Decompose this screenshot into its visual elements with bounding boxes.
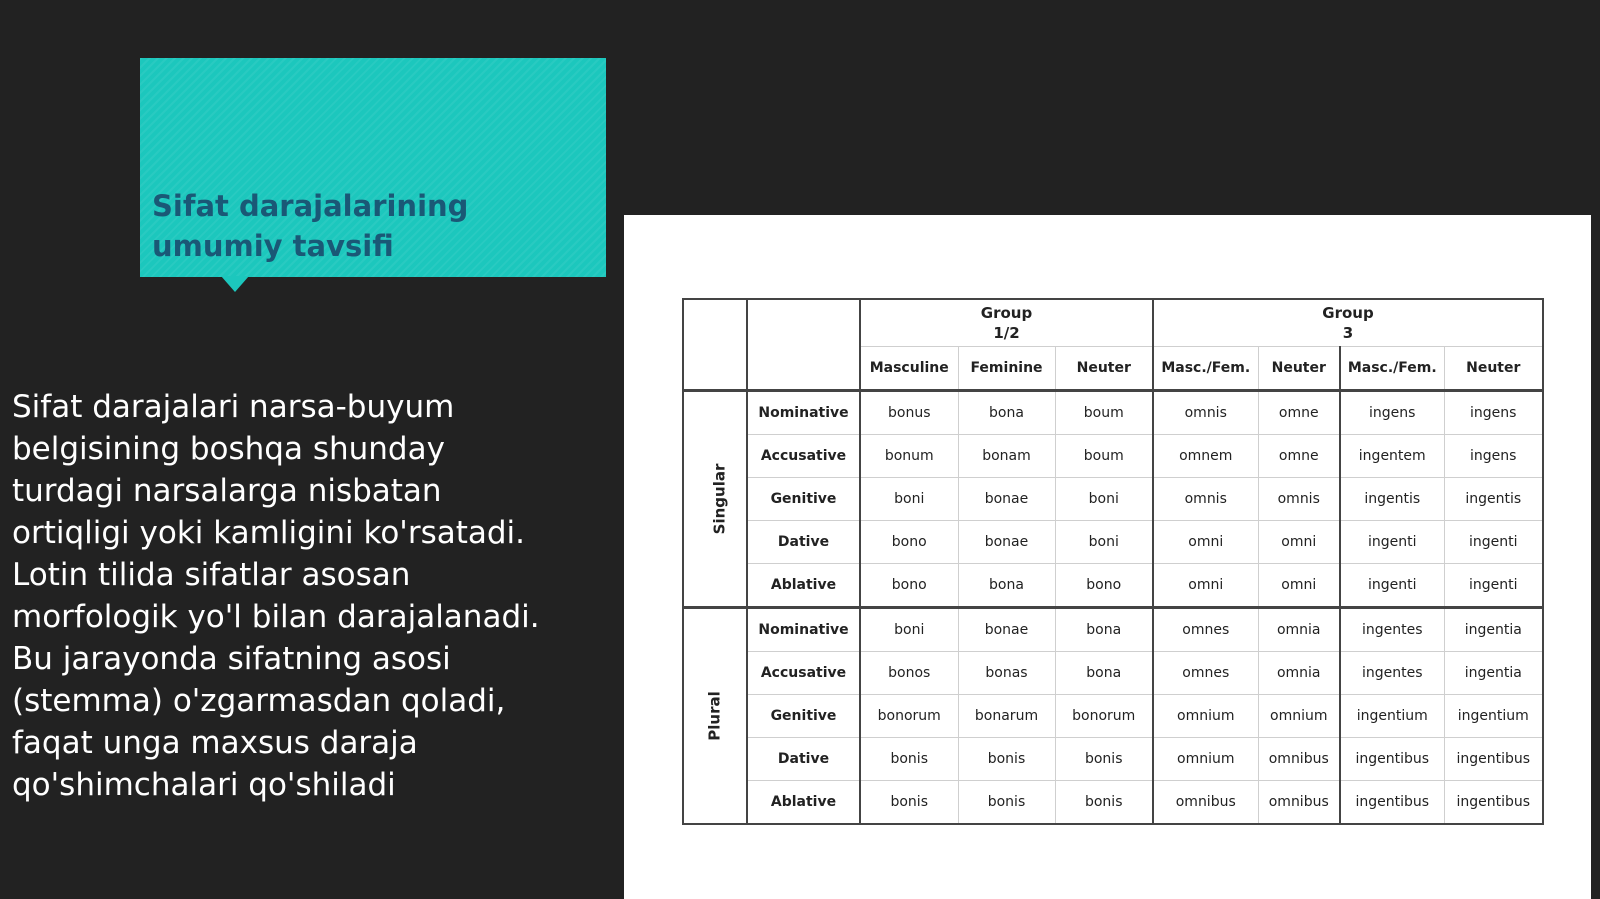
case-label: Dative bbox=[747, 738, 860, 781]
group-header-1-2 bbox=[860, 299, 1153, 347]
gender-header: Masc./Fem. bbox=[1340, 347, 1444, 391]
table-cell: bonae bbox=[958, 478, 1055, 521]
table-cell: boni bbox=[1055, 478, 1153, 521]
case-label: Nominative bbox=[747, 391, 860, 435]
table-cell: boni bbox=[860, 478, 958, 521]
case-label: Nominative bbox=[747, 608, 860, 652]
table-cell: bonus bbox=[860, 391, 958, 435]
table-row bbox=[683, 652, 1543, 695]
declension-table bbox=[682, 298, 1544, 825]
table-cell: bonis bbox=[860, 738, 958, 781]
table-cell: omne bbox=[1258, 391, 1340, 435]
table-cell: bonae bbox=[958, 521, 1055, 564]
table-cell: ingens bbox=[1444, 391, 1543, 435]
table-cell: ingentibus bbox=[1444, 738, 1543, 781]
table-cell: omnium bbox=[1258, 695, 1340, 738]
number-label-singular bbox=[683, 391, 747, 608]
table-cell: omni bbox=[1258, 521, 1340, 564]
table-cell: bonarum bbox=[958, 695, 1055, 738]
table-cell: ingentis bbox=[1444, 478, 1543, 521]
case-label: Ablative bbox=[747, 564, 860, 608]
corner-cell bbox=[683, 299, 747, 391]
table-cell: bonorum bbox=[1055, 695, 1153, 738]
table-cell: bono bbox=[1055, 564, 1153, 608]
table-row bbox=[683, 738, 1543, 781]
table-cell: bono bbox=[860, 564, 958, 608]
table-cell: omni bbox=[1258, 564, 1340, 608]
group-header-1-2-line2: 1/2 bbox=[993, 324, 1020, 342]
table-cell: omnis bbox=[1153, 478, 1258, 521]
table-cell: omnibus bbox=[1258, 738, 1340, 781]
table-cell: bona bbox=[958, 391, 1055, 435]
group-header-3-line2: 3 bbox=[1342, 324, 1354, 342]
table-cell: bonas bbox=[958, 652, 1055, 695]
table-cell: bonis bbox=[1055, 738, 1153, 781]
table-cell: bonos bbox=[860, 652, 958, 695]
number-label-plural bbox=[683, 608, 747, 825]
table-cell: omni bbox=[1153, 564, 1258, 608]
table-row bbox=[683, 608, 1543, 652]
table-cell: omnis bbox=[1153, 391, 1258, 435]
slide-title: Sifat darajalarining umumiy tavsifi bbox=[152, 189, 469, 263]
table-row bbox=[683, 435, 1543, 478]
table-row bbox=[683, 478, 1543, 521]
table-cell: omnibus bbox=[1153, 781, 1258, 825]
case-label: Genitive bbox=[747, 695, 860, 738]
table-cell: ingenti bbox=[1444, 521, 1543, 564]
slide-body-text: Sifat darajalari narsa-buyum belgisining boshqa shunday turdagi narsalarga nisbatan ortiqligi yoki kamligini ko'rsatadi. Lotin tilida sifatlar asosan morfologik yo'l bilan darajalanadi. Bu jarayonda sifatning asosi (stemma) o'zgarmasdan qoladi, faqat unga maxsus daraja qo'shimchalari qo'shiladi bbox=[12, 389, 540, 803]
table-cell: omnia bbox=[1258, 652, 1340, 695]
table-cell: boum bbox=[1055, 435, 1153, 478]
number-label-text: Plural bbox=[705, 691, 724, 741]
table-cell: omnem bbox=[1153, 435, 1258, 478]
gender-header: Neuter bbox=[1258, 347, 1340, 391]
table-cell: ingenti bbox=[1444, 564, 1543, 608]
table-cell: omnium bbox=[1153, 738, 1258, 781]
table-cell: bona bbox=[1055, 608, 1153, 652]
table-cell: ingentibus bbox=[1340, 781, 1444, 825]
case-label: Ablative bbox=[747, 781, 860, 825]
group-header-1-2-line1: Group bbox=[980, 304, 1033, 322]
table-cell: omnes bbox=[1153, 608, 1258, 652]
table-cell: omnis bbox=[1258, 478, 1340, 521]
table-cell: ingentem bbox=[1340, 435, 1444, 478]
table-cell: bonis bbox=[1055, 781, 1153, 825]
gender-header: Feminine bbox=[958, 347, 1055, 391]
table-row bbox=[683, 695, 1543, 738]
table-cell: bonis bbox=[958, 781, 1055, 825]
gender-header: Masculine bbox=[860, 347, 958, 391]
table-cell: bona bbox=[1055, 652, 1153, 695]
table-cell: bonae bbox=[958, 608, 1055, 652]
table-cell: ingens bbox=[1340, 391, 1444, 435]
title-pointer bbox=[221, 276, 249, 292]
case-label: Accusative bbox=[747, 652, 860, 695]
table-cell: ingentis bbox=[1340, 478, 1444, 521]
table-cell: ingentes bbox=[1340, 652, 1444, 695]
number-label-text: Singular bbox=[710, 463, 729, 535]
table-cell: boni bbox=[860, 608, 958, 652]
case-label: Genitive bbox=[747, 478, 860, 521]
table-cell: ingenti bbox=[1340, 564, 1444, 608]
table-cell: ingentia bbox=[1444, 652, 1543, 695]
table-cell: ingentibus bbox=[1340, 738, 1444, 781]
table-cell: omnia bbox=[1258, 608, 1340, 652]
table-cell: omnes bbox=[1153, 652, 1258, 695]
table-cell: omni bbox=[1153, 521, 1258, 564]
group-header-row bbox=[683, 299, 1543, 347]
table-cell: bonam bbox=[958, 435, 1055, 478]
gender-header: Masc./Fem. bbox=[1153, 347, 1258, 391]
table-cell: ingentibus bbox=[1444, 781, 1543, 825]
gender-header: Neuter bbox=[1444, 347, 1543, 391]
table-row bbox=[683, 521, 1543, 564]
table-cell: omne bbox=[1258, 435, 1340, 478]
table-cell: ingentium bbox=[1340, 695, 1444, 738]
table-cell: boum bbox=[1055, 391, 1153, 435]
table-row bbox=[683, 391, 1543, 435]
table-cell: omnibus bbox=[1258, 781, 1340, 825]
table-row bbox=[683, 564, 1543, 608]
group-header-3 bbox=[1153, 299, 1543, 347]
case-label: Accusative bbox=[747, 435, 860, 478]
table-cell: ingentia bbox=[1444, 608, 1543, 652]
table-cell: bonis bbox=[860, 781, 958, 825]
table-cell: ingentium bbox=[1444, 695, 1543, 738]
case-label: Dative bbox=[747, 521, 860, 564]
table-cell: boni bbox=[1055, 521, 1153, 564]
table-cell: ingentes bbox=[1340, 608, 1444, 652]
table-row bbox=[683, 781, 1543, 825]
table-cell: bona bbox=[958, 564, 1055, 608]
table-cell: omnium bbox=[1153, 695, 1258, 738]
table-cell: bonum bbox=[860, 435, 958, 478]
table-cell: ingenti bbox=[1340, 521, 1444, 564]
table-cell: bono bbox=[860, 521, 958, 564]
table-cell: bonis bbox=[958, 738, 1055, 781]
slide-title-box bbox=[140, 58, 606, 277]
table-cell: ingens bbox=[1444, 435, 1543, 478]
gender-header: Neuter bbox=[1055, 347, 1153, 391]
case-header-cell bbox=[747, 299, 860, 391]
group-header-3-line1: Group bbox=[1322, 304, 1374, 322]
table-cell: bonorum bbox=[860, 695, 958, 738]
